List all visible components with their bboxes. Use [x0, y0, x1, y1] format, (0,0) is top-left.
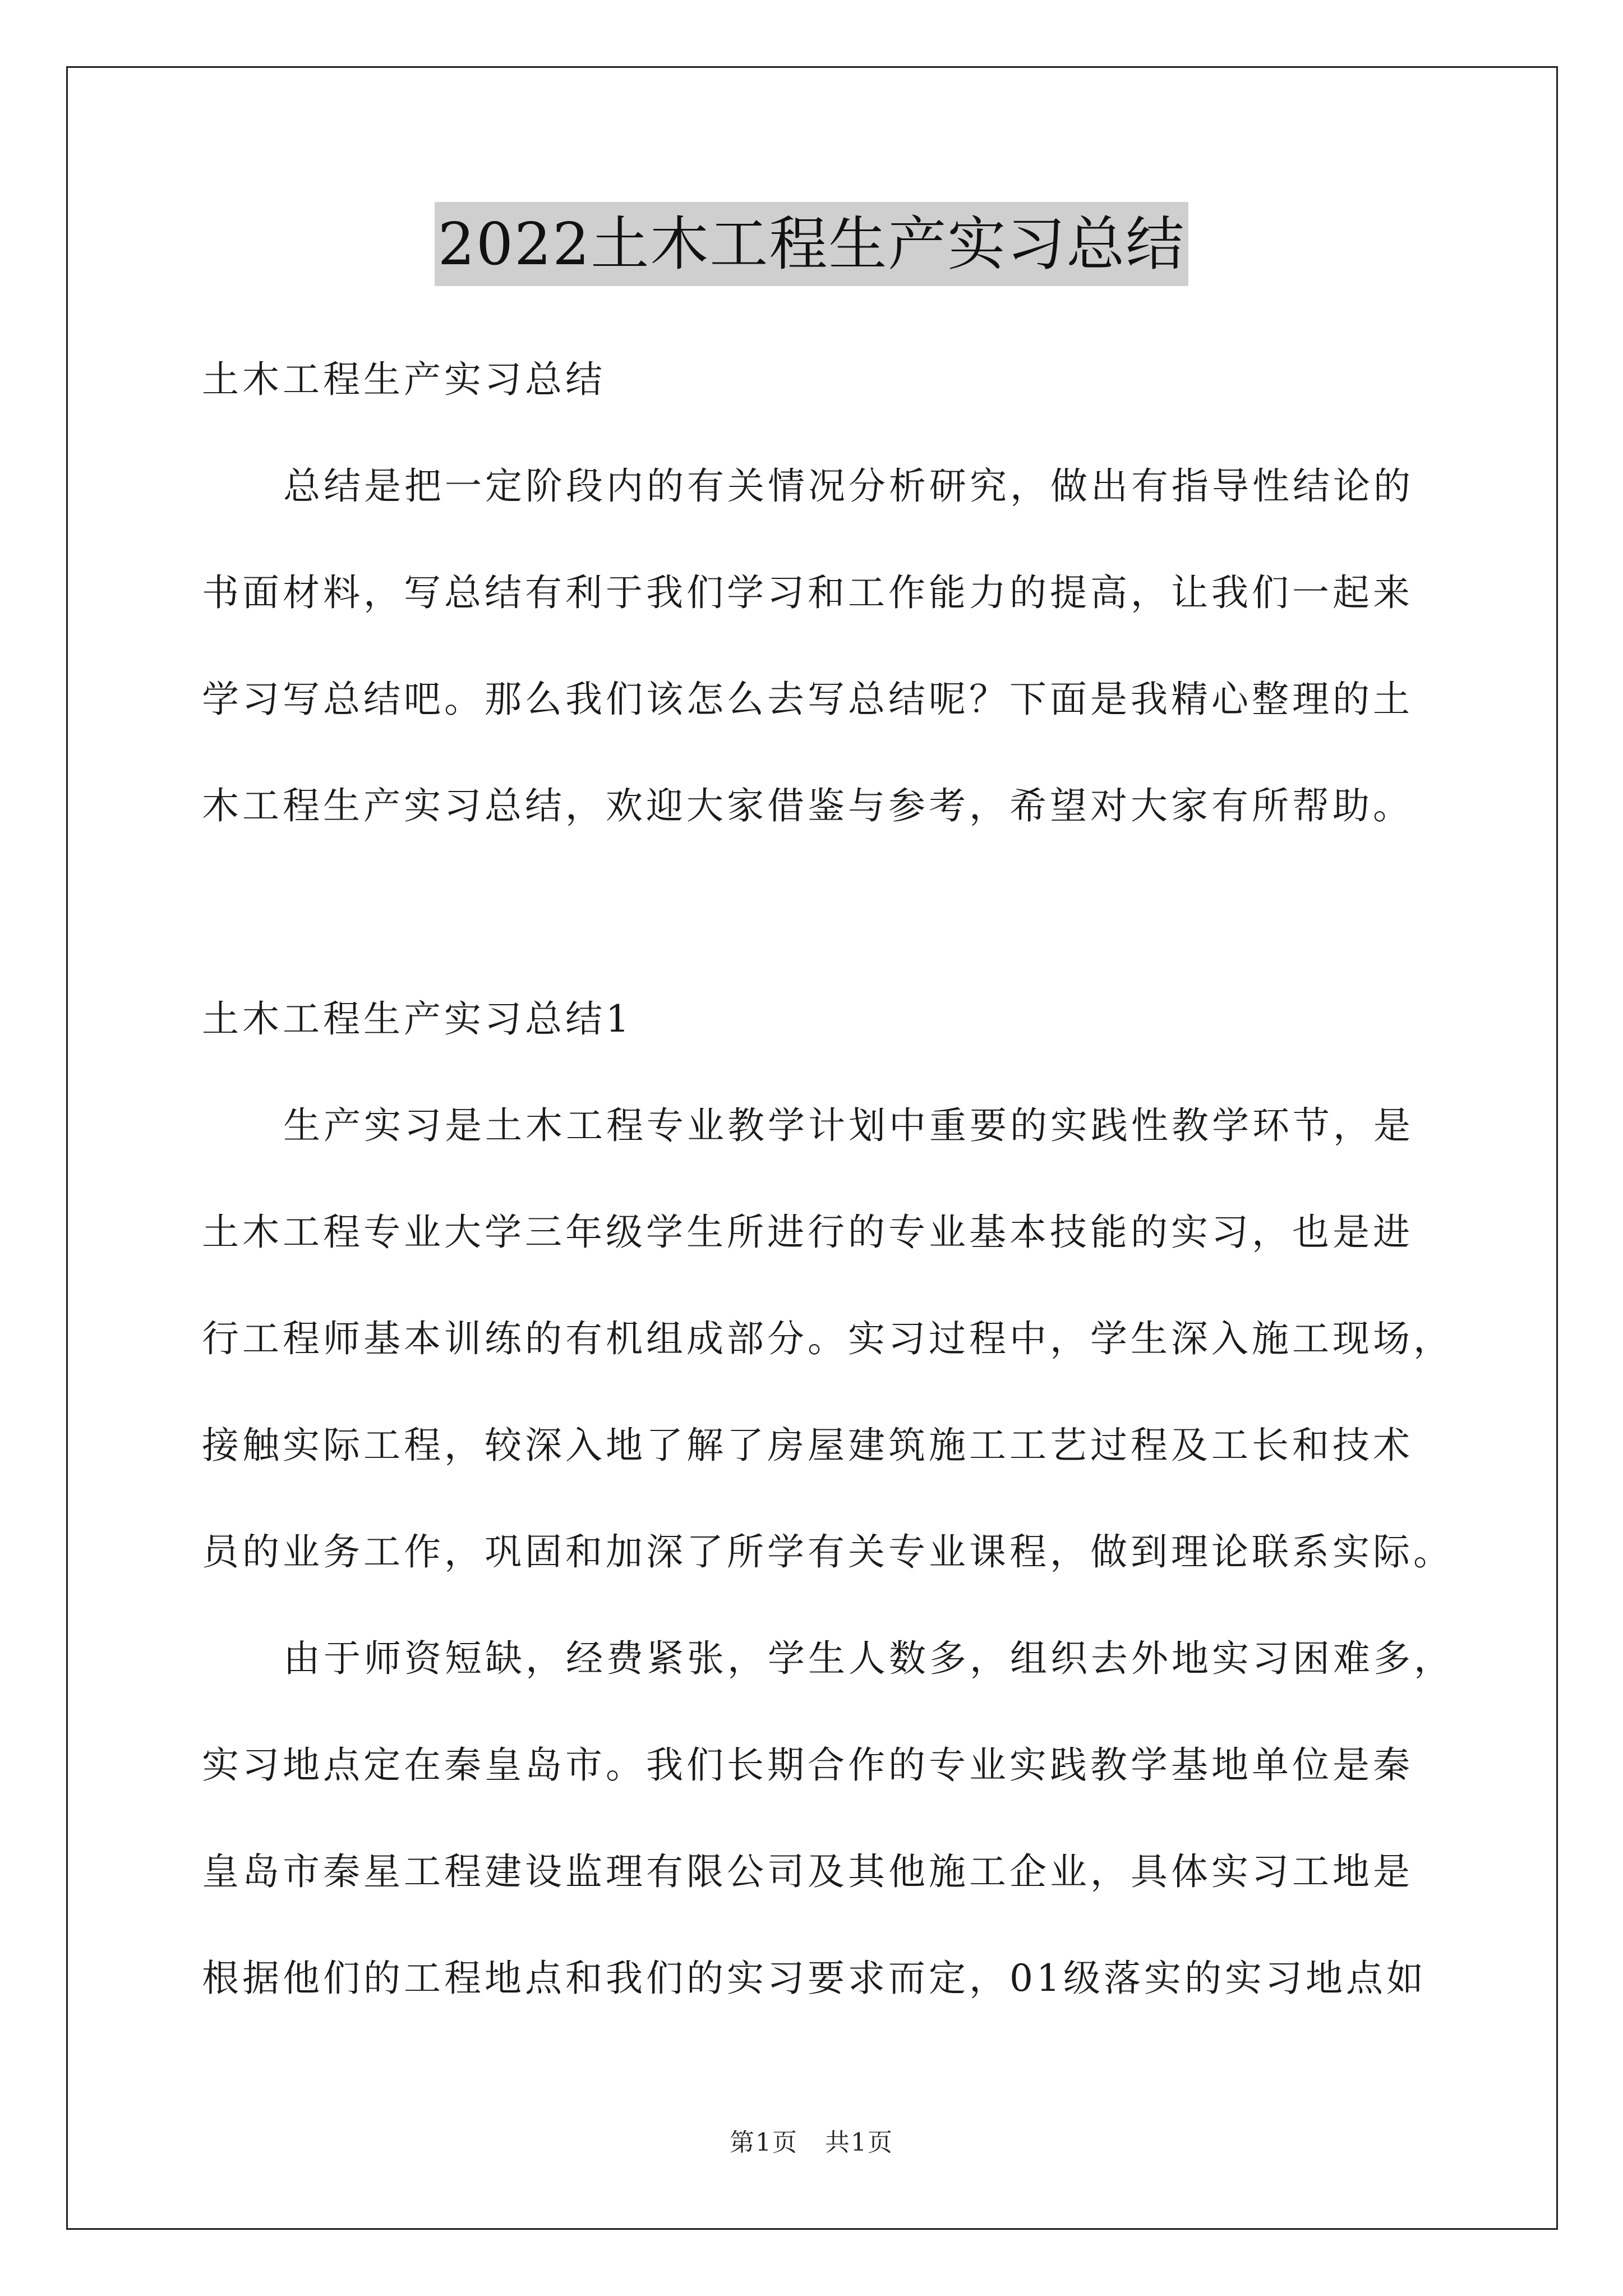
- body-line: 土木工程专业大学三年级学生所进行的专业基本技能的实习，也是进: [202, 1211, 1413, 1254]
- section-heading: 土木工程生产实习总结1: [202, 997, 633, 1041]
- page-footer: [0, 2126, 1623, 2160]
- body-line: 书面材料，写总结有利于我们学习和工作能力的提高，让我们一起来: [202, 571, 1413, 614]
- body-line: 接触实际工程，较深入地了解了房屋建筑施工工艺过程及工长和技术: [202, 1424, 1413, 1467]
- section-heading: 土木工程生产实习总结: [202, 358, 606, 401]
- body-line: 行工程师基本训练的有机组成部分。实习过程中，学生深入施工现场，: [202, 1317, 1454, 1360]
- document-title: 2022土木工程生产实习总结: [435, 202, 1189, 286]
- body-line: 实习地点定在秦皇岛市。我们长期合作的专业实践教学基地单位是秦: [202, 1743, 1413, 1787]
- body-line: 木工程生产实习总结，欢迎大家借鉴与参考，希望对大家有所帮助。: [202, 784, 1413, 827]
- body-line: 员的业务工作，巩固和加深了所学有关专业课程，做到理论联系实际。: [202, 1530, 1454, 1573]
- body-line: 学习写总结吧。那么我们该怎么去写总结呢？下面是我精心整理的土: [202, 678, 1413, 721]
- body-line: 根据他们的工程地点和我们的实习要求而定，01级落实的实习地点如: [202, 1957, 1427, 2000]
- page-total: 共1页: [825, 2128, 893, 2157]
- title-container: [0, 202, 1623, 286]
- body-line: 皇岛市秦星工程建设监理有限公司及其他施工企业，具体实习工地是: [202, 1850, 1413, 1893]
- page-number: 第1页: [730, 2128, 798, 2157]
- body-line: 总结是把一定阶段内的有关情况分析研究，做出有指导性结论的: [283, 464, 1414, 508]
- body-line: 由于师资短缺，经费紧张，学生人数多，组织去外地实习困难多，: [283, 1637, 1454, 1680]
- body-line: 生产实习是土木工程专业教学计划中重要的实践性教学环节，是: [283, 1104, 1414, 1147]
